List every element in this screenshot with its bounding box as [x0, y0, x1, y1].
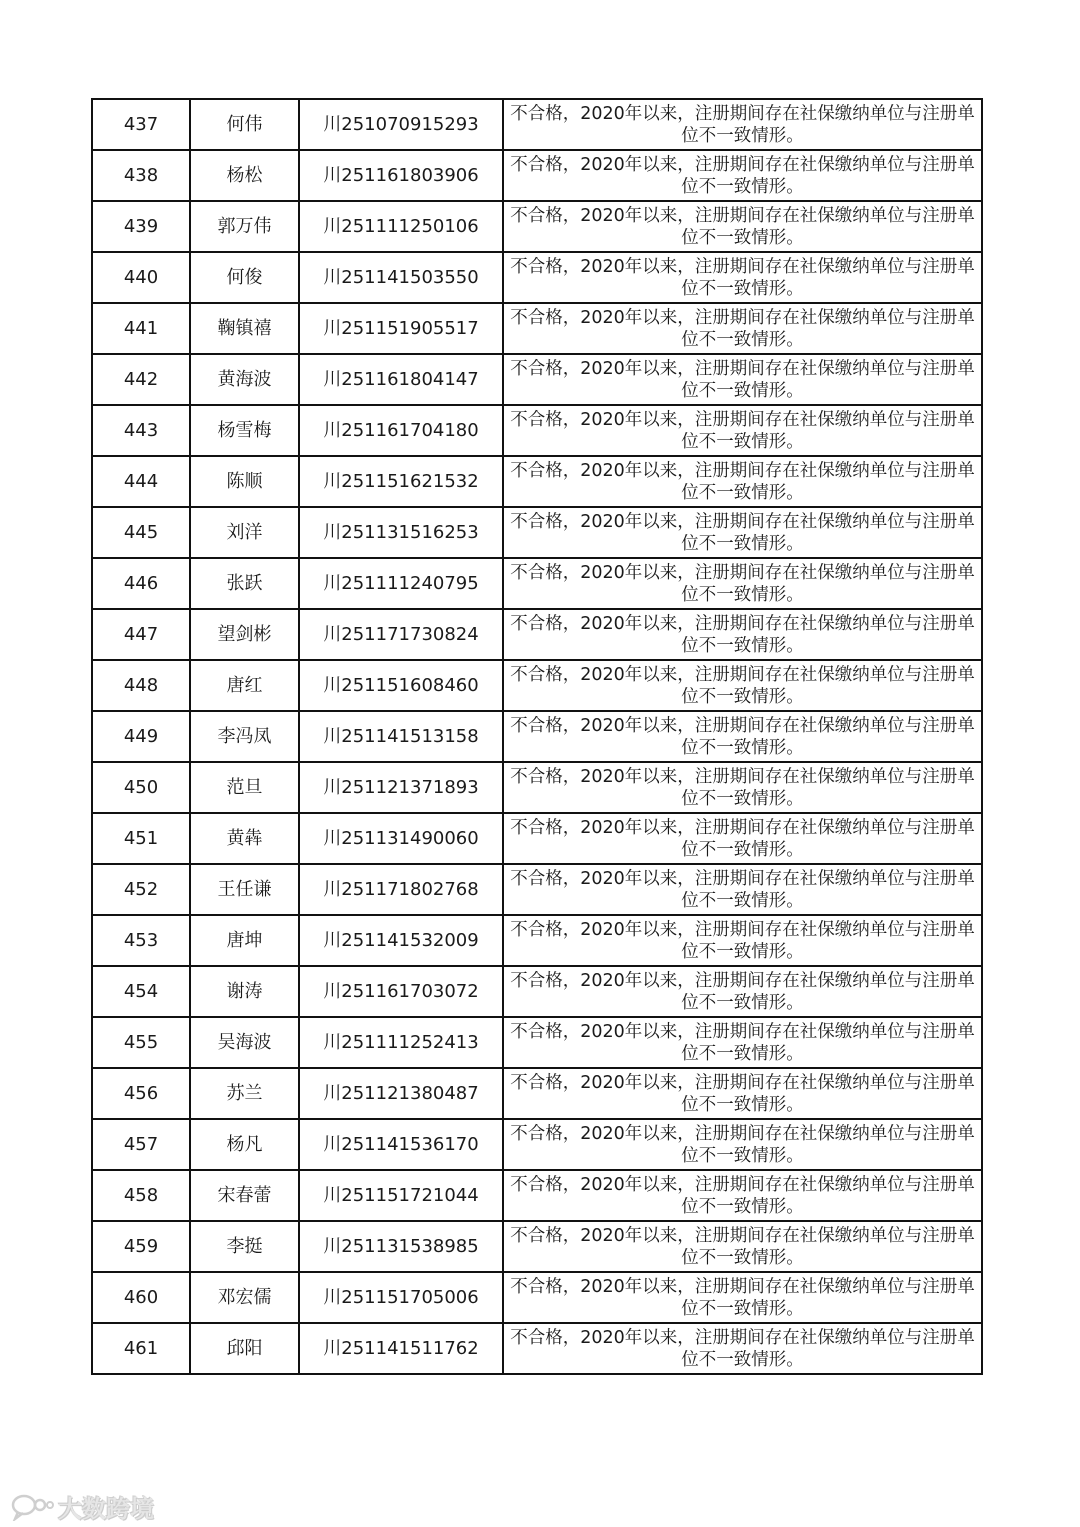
table-row: [92, 762, 982, 813]
certificate-number-cell: 川251151608460: [299, 660, 503, 711]
row-number-cell: 456: [92, 1068, 190, 1119]
result-reason-cell: 不合格，2020年以来，注册期间存在社保缴纳单位与注册单位不一致情形。: [503, 864, 982, 915]
table-row: [92, 252, 982, 303]
table-row: [92, 354, 982, 405]
result-reason-cell: 不合格，2020年以来，注册期间存在社保缴纳单位与注册单位不一致情形。: [503, 252, 982, 303]
row-number-cell: 440: [92, 252, 190, 303]
table-row: [92, 507, 982, 558]
result-reason-cell: 不合格，2020年以来，注册期间存在社保缴纳单位与注册单位不一致情形。: [503, 1272, 982, 1323]
results-table: [91, 98, 983, 1375]
row-number-cell: 461: [92, 1323, 190, 1374]
result-reason-cell: 不合格，2020年以来，注册期间存在社保缴纳单位与注册单位不一致情形。: [503, 150, 982, 201]
name-cell: 谢涛: [190, 966, 299, 1017]
table-row: [92, 966, 982, 1017]
name-cell: 李挺: [190, 1221, 299, 1272]
table-row: [92, 813, 982, 864]
row-number-cell: 447: [92, 609, 190, 660]
certificate-number-cell: 川251111240795: [299, 558, 503, 609]
table-row: [92, 915, 982, 966]
name-cell: 黄海波: [190, 354, 299, 405]
certificate-number-cell: 川251141513158: [299, 711, 503, 762]
certificate-number-cell: 川251131516253: [299, 507, 503, 558]
table-row: [92, 558, 982, 609]
name-cell: 范旦: [190, 762, 299, 813]
name-cell: 鞠镇禧: [190, 303, 299, 354]
result-reason-cell: 不合格，2020年以来，注册期间存在社保缴纳单位与注册单位不一致情形。: [503, 405, 982, 456]
name-cell: 邱阳: [190, 1323, 299, 1374]
name-cell: 杨凡: [190, 1119, 299, 1170]
result-reason-cell: 不合格，2020年以来，注册期间存在社保缴纳单位与注册单位不一致情形。: [503, 711, 982, 762]
row-number-cell: 451: [92, 813, 190, 864]
name-cell: 吴海波: [190, 1017, 299, 1068]
name-cell: 刘洋: [190, 507, 299, 558]
results-table-container: [91, 98, 981, 1375]
certificate-number-cell: 川251141503550: [299, 252, 503, 303]
name-cell: 苏兰: [190, 1068, 299, 1119]
certificate-number-cell: 川251151721044: [299, 1170, 503, 1221]
row-number-cell: 449: [92, 711, 190, 762]
certificate-number-cell: 川251171730824: [299, 609, 503, 660]
certificate-number-cell: 川251070915293: [299, 99, 503, 150]
result-reason-cell: 不合格，2020年以来，注册期间存在社保缴纳单位与注册单位不一致情形。: [503, 762, 982, 813]
name-cell: 望剑彬: [190, 609, 299, 660]
certificate-number-cell: 川251151905517: [299, 303, 503, 354]
certificate-number-cell: 川251131490060: [299, 813, 503, 864]
row-number-cell: 437: [92, 99, 190, 150]
result-reason-cell: 不合格，2020年以来，注册期间存在社保缴纳单位与注册单位不一致情形。: [503, 813, 982, 864]
row-number-cell: 450: [92, 762, 190, 813]
name-cell: 唐坤: [190, 915, 299, 966]
row-number-cell: 458: [92, 1170, 190, 1221]
certificate-number-cell: 川251151621532: [299, 456, 503, 507]
row-number-cell: 455: [92, 1017, 190, 1068]
table-row: [92, 150, 982, 201]
result-reason-cell: 不合格，2020年以来，注册期间存在社保缴纳单位与注册单位不一致情形。: [503, 660, 982, 711]
name-cell: 张跃: [190, 558, 299, 609]
table-row: [92, 1119, 982, 1170]
watermark: [10, 1489, 154, 1523]
row-number-cell: 438: [92, 150, 190, 201]
name-cell: 王任谦: [190, 864, 299, 915]
name-cell: 何俊: [190, 252, 299, 303]
result-reason-cell: 不合格，2020年以来，注册期间存在社保缴纳单位与注册单位不一致情形。: [503, 99, 982, 150]
name-cell: 邓宏儒: [190, 1272, 299, 1323]
watermark-text: 大数跨境: [58, 1494, 154, 1523]
row-number-cell: 444: [92, 456, 190, 507]
row-number-cell: 443: [92, 405, 190, 456]
row-number-cell: 453: [92, 915, 190, 966]
row-number-cell: 445: [92, 507, 190, 558]
table-row: [92, 864, 982, 915]
result-reason-cell: 不合格，2020年以来，注册期间存在社保缴纳单位与注册单位不一致情形。: [503, 303, 982, 354]
result-reason-cell: 不合格，2020年以来，注册期间存在社保缴纳单位与注册单位不一致情形。: [503, 966, 982, 1017]
certificate-number-cell: 川251131538985: [299, 1221, 503, 1272]
table-row: [92, 201, 982, 252]
certificate-number-cell: 川251111252413: [299, 1017, 503, 1068]
result-reason-cell: 不合格，2020年以来，注册期间存在社保缴纳单位与注册单位不一致情形。: [503, 1221, 982, 1272]
result-reason-cell: 不合格，2020年以来，注册期间存在社保缴纳单位与注册单位不一致情形。: [503, 915, 982, 966]
row-number-cell: 457: [92, 1119, 190, 1170]
row-number-cell: 439: [92, 201, 190, 252]
name-cell: 唐红: [190, 660, 299, 711]
row-number-cell: 452: [92, 864, 190, 915]
table-row: [92, 1272, 982, 1323]
result-reason-cell: 不合格，2020年以来，注册期间存在社保缴纳单位与注册单位不一致情形。: [503, 1017, 982, 1068]
name-cell: 杨松: [190, 150, 299, 201]
table-row: [92, 1170, 982, 1221]
name-cell: 宋春蕾: [190, 1170, 299, 1221]
result-reason-cell: 不合格，2020年以来，注册期间存在社保缴纳单位与注册单位不一致情形。: [503, 1323, 982, 1374]
name-cell: 何伟: [190, 99, 299, 150]
speech-bubble-logo-icon: [10, 1491, 54, 1521]
name-cell: 李冯凤: [190, 711, 299, 762]
table-row: [92, 405, 982, 456]
table-row: [92, 1221, 982, 1272]
certificate-number-cell: 川251121371893: [299, 762, 503, 813]
result-reason-cell: 不合格，2020年以来，注册期间存在社保缴纳单位与注册单位不一致情形。: [503, 1170, 982, 1221]
certificate-number-cell: 川251161803906: [299, 150, 503, 201]
certificate-number-cell: 川251161804147: [299, 354, 503, 405]
certificate-number-cell: 川251151705006: [299, 1272, 503, 1323]
table-row: [92, 303, 982, 354]
row-number-cell: 448: [92, 660, 190, 711]
table-row: [92, 456, 982, 507]
name-cell: 杨雪梅: [190, 405, 299, 456]
results-table-body: [92, 99, 982, 1374]
row-number-cell: 460: [92, 1272, 190, 1323]
result-reason-cell: 不合格，2020年以来，注册期间存在社保缴纳单位与注册单位不一致情形。: [503, 201, 982, 252]
certificate-number-cell: 川251171802768: [299, 864, 503, 915]
row-number-cell: 441: [92, 303, 190, 354]
result-reason-cell: 不合格，2020年以来，注册期间存在社保缴纳单位与注册单位不一致情形。: [503, 1119, 982, 1170]
row-number-cell: 459: [92, 1221, 190, 1272]
result-reason-cell: 不合格，2020年以来，注册期间存在社保缴纳单位与注册单位不一致情形。: [503, 1068, 982, 1119]
certificate-number-cell: 川251141532009: [299, 915, 503, 966]
certificate-number-cell: 川251121380487: [299, 1068, 503, 1119]
table-row: [92, 1017, 982, 1068]
certificate-number-cell: 川251111250106: [299, 201, 503, 252]
result-reason-cell: 不合格，2020年以来，注册期间存在社保缴纳单位与注册单位不一致情形。: [503, 558, 982, 609]
name-cell: 陈顺: [190, 456, 299, 507]
row-number-cell: 442: [92, 354, 190, 405]
row-number-cell: 454: [92, 966, 190, 1017]
table-row: [92, 660, 982, 711]
table-row: [92, 711, 982, 762]
row-number-cell: 446: [92, 558, 190, 609]
result-reason-cell: 不合格，2020年以来，注册期间存在社保缴纳单位与注册单位不一致情形。: [503, 507, 982, 558]
table-row: [92, 99, 982, 150]
certificate-number-cell: 川251161704180: [299, 405, 503, 456]
table-row: [92, 609, 982, 660]
name-cell: 黄犇: [190, 813, 299, 864]
result-reason-cell: 不合格，2020年以来，注册期间存在社保缴纳单位与注册单位不一致情形。: [503, 354, 982, 405]
certificate-number-cell: 川251141536170: [299, 1119, 503, 1170]
name-cell: 郭万伟: [190, 201, 299, 252]
table-row: [92, 1068, 982, 1119]
table-row: [92, 1323, 982, 1374]
result-reason-cell: 不合格，2020年以来，注册期间存在社保缴纳单位与注册单位不一致情形。: [503, 456, 982, 507]
result-reason-cell: 不合格，2020年以来，注册期间存在社保缴纳单位与注册单位不一致情形。: [503, 609, 982, 660]
certificate-number-cell: 川251161703072: [299, 966, 503, 1017]
certificate-number-cell: 川251141511762: [299, 1323, 503, 1374]
